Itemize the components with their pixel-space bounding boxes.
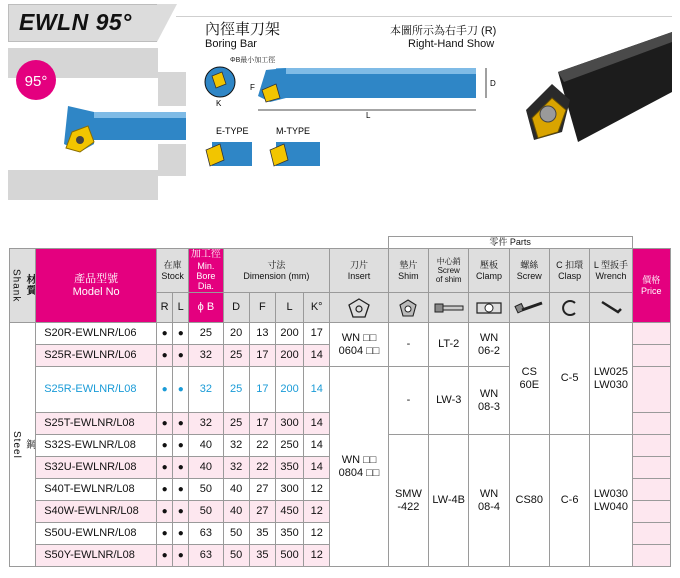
screw-icon — [509, 293, 549, 323]
k-header: K° — [304, 293, 330, 323]
angle-badge: 95° — [24, 73, 48, 90]
shim-icon — [388, 293, 428, 323]
stock-l: ● — [173, 345, 189, 367]
stock-l: ● — [173, 545, 189, 567]
stock-l: ● — [173, 367, 189, 413]
f-value: 27 — [249, 479, 275, 501]
price-cell — [632, 367, 670, 413]
stock-r: ● — [157, 435, 173, 457]
stock-l: ● — [173, 435, 189, 457]
clasp-header: C 扣環 Clasp — [549, 249, 589, 293]
clamp-08b: WN 08-4 — [469, 435, 509, 567]
l-value: 300 — [275, 479, 303, 501]
stock-r: ● — [157, 413, 173, 435]
svg-text:K: K — [216, 99, 222, 108]
wrench-b: LW030 LW040 — [590, 435, 632, 567]
model-cell: S25R-EWLNR/L08 — [36, 367, 157, 413]
tool-illustration — [8, 48, 186, 200]
l-value: 200 — [275, 367, 303, 413]
model-cell: S40W-EWLNR/L08 — [36, 501, 157, 523]
f-header: F — [249, 293, 275, 323]
d-value: 50 — [223, 545, 249, 567]
d-value: 25 — [223, 367, 249, 413]
clamp-08a: WN 08-3 — [469, 367, 509, 435]
wrench-a: LW025 LW030 — [590, 323, 632, 435]
k-value: 12 — [304, 523, 330, 545]
shim-08a: - — [388, 367, 428, 435]
model-cell: S20R-EWLNR/L06 — [36, 323, 157, 345]
clamp-06: WN 06-2 — [469, 323, 509, 367]
clasp-b: C-6 — [549, 435, 589, 567]
model-cell: S40T-EWLNR/L08 — [36, 479, 157, 501]
f-value: 35 — [249, 523, 275, 545]
stock-r: ● — [157, 479, 173, 501]
svg-text:F: F — [250, 83, 255, 92]
price-cell — [632, 523, 670, 545]
price-cell — [632, 479, 670, 501]
price-cell — [632, 323, 670, 345]
stock-l: ● — [173, 413, 189, 435]
d-value: 25 — [223, 345, 249, 367]
stock-l: ● — [173, 457, 189, 479]
bore-value: 50 — [189, 479, 223, 501]
l-value: 200 — [275, 323, 303, 345]
k-value: 14 — [304, 457, 330, 479]
boring-bar-en: Boring Bar — [205, 38, 257, 50]
f-value: 13 — [249, 323, 275, 345]
l-header: L — [275, 293, 303, 323]
d-value: 40 — [223, 479, 249, 501]
dimension-header: 寸法 Dimension (mm) — [223, 249, 330, 293]
insert-08: WN □□ 0804 □□ — [330, 367, 388, 567]
d-value: 40 — [223, 501, 249, 523]
bore-value: 32 — [189, 345, 223, 367]
l-value: 350 — [275, 523, 303, 545]
price-header: 價格 Price — [632, 249, 670, 323]
stock-r: ● — [157, 345, 173, 367]
right-hand-note-cn: 本圖所示為右手刀 (R) — [390, 25, 497, 37]
boring-bar-cn: 內徑車刀架 — [205, 21, 281, 38]
clasp-a: C-5 — [549, 323, 589, 435]
f-value: 27 — [249, 501, 275, 523]
parts-group-header: 零件 Parts — [388, 237, 632, 249]
l-value: 500 — [275, 545, 303, 567]
price-cell — [632, 501, 670, 523]
price-cell — [632, 413, 670, 435]
svg-text:M-TYPE: M-TYPE — [276, 126, 311, 136]
f-value: 22 — [249, 457, 275, 479]
price-cell — [632, 435, 670, 457]
l-value: 300 — [275, 413, 303, 435]
l-value: 200 — [275, 345, 303, 367]
insert-06: WN □□ 0604 □□ — [330, 323, 388, 367]
svg-text:ΦB最小加工徑: ΦB最小加工徑 — [230, 57, 276, 64]
shim-header: 墊片 Shim — [388, 249, 428, 293]
d-header: D — [223, 293, 249, 323]
insert-header: 刀片 Insert — [330, 249, 388, 293]
product-photo — [518, 22, 672, 168]
stock-l-header: L — [173, 293, 189, 323]
bore-value: 32 — [189, 413, 223, 435]
wrench-icon — [590, 293, 632, 323]
price-cell — [632, 457, 670, 479]
screw-of-shim-08a: LW-3 — [429, 367, 469, 435]
svg-text:D: D — [490, 79, 496, 88]
screw-a: CS 60E — [509, 323, 549, 435]
phib-header: ϕ B — [189, 293, 223, 323]
f-value: 17 — [249, 367, 275, 413]
k-value: 14 — [304, 367, 330, 413]
spec-table — [9, 236, 671, 567]
stock-r: ● — [157, 323, 173, 345]
stock-l: ● — [173, 479, 189, 501]
stock-r: ● — [157, 545, 173, 567]
k-value: 12 — [304, 479, 330, 501]
stock-r: ● — [157, 457, 173, 479]
title-bar — [8, 4, 157, 42]
bore-value: 50 — [189, 501, 223, 523]
l-value: 450 — [275, 501, 303, 523]
k-value: 12 — [304, 545, 330, 567]
stock-l: ● — [173, 323, 189, 345]
model-cell: S25R-EWLNR/L06 — [36, 345, 157, 367]
screw-of-shim-icon — [429, 293, 469, 323]
svg-text:E-TYPE: E-TYPE — [216, 126, 249, 136]
f-value: 17 — [249, 413, 275, 435]
stock-l: ● — [173, 501, 189, 523]
bore-value: 63 — [189, 545, 223, 567]
d-value: 32 — [223, 457, 249, 479]
k-value: 14 — [304, 345, 330, 367]
k-value: 12 — [304, 501, 330, 523]
stock-r-header: R — [157, 293, 173, 323]
clamp-header: 壓板 Clamp — [469, 249, 509, 293]
l-value: 350 — [275, 457, 303, 479]
shank-header: Shank 材質 — [10, 249, 36, 323]
clamp-icon — [469, 293, 509, 323]
wrench-header: L 型扳手 Wrench — [590, 249, 632, 293]
screw-of-shim-08b: LW-4B — [429, 435, 469, 567]
shim-06: - — [388, 323, 428, 367]
price-cell — [632, 545, 670, 567]
k-value: 14 — [304, 435, 330, 457]
model-cell: S32U-EWLNR/L08 — [36, 457, 157, 479]
bore-value: 63 — [189, 523, 223, 545]
f-value: 22 — [249, 435, 275, 457]
d-value: 20 — [223, 323, 249, 345]
f-value: 35 — [249, 545, 275, 567]
d-value: 25 — [223, 413, 249, 435]
shank-material: Steel 鋼 — [10, 323, 36, 567]
bore-header: 加工徑 Min. Bore Dia. — [189, 249, 223, 293]
model-cell: S50U-EWLNR/L08 — [36, 523, 157, 545]
stock-r: ● — [157, 501, 173, 523]
model-cell: S25T-EWLNR/L08 — [36, 413, 157, 435]
table-row — [10, 323, 671, 345]
bore-value: 32 — [189, 367, 223, 413]
shim-08b: SMW -422 — [388, 435, 428, 567]
bore-value: 25 — [189, 323, 223, 345]
f-value: 17 — [249, 345, 275, 367]
l-value: 250 — [275, 435, 303, 457]
d-value: 50 — [223, 523, 249, 545]
k-value: 14 — [304, 413, 330, 435]
right-hand-note-en: Right-Hand Show — [408, 38, 495, 50]
stock-l: ● — [173, 523, 189, 545]
svg-text:L: L — [366, 111, 371, 120]
bore-value: 40 — [189, 457, 223, 479]
stock-header: 在庫 Stock — [157, 249, 189, 293]
bore-value: 40 — [189, 435, 223, 457]
screw-of-shim-06: LT-2 — [429, 323, 469, 367]
page-title: EWLN 95° — [19, 9, 132, 35]
dimension-diagram — [196, 54, 514, 184]
model-cell: S32S-EWLNR/L08 — [36, 435, 157, 457]
screw-header: 螺絲 Screw — [509, 249, 549, 293]
screw-b: CS80 — [509, 435, 549, 567]
screw-of-shim-header: 中心銷 Screw of shim — [429, 249, 469, 293]
header-rule — [176, 16, 672, 17]
insert-icon — [330, 293, 388, 323]
model-cell: S50Y-EWLNR/L08 — [36, 545, 157, 567]
clasp-icon — [549, 293, 589, 323]
stock-r: ● — [157, 367, 173, 413]
price-cell — [632, 345, 670, 367]
k-value: 17 — [304, 323, 330, 345]
model-header: 產品型號 Model No — [36, 249, 157, 323]
stock-r: ● — [157, 523, 173, 545]
d-value: 32 — [223, 435, 249, 457]
